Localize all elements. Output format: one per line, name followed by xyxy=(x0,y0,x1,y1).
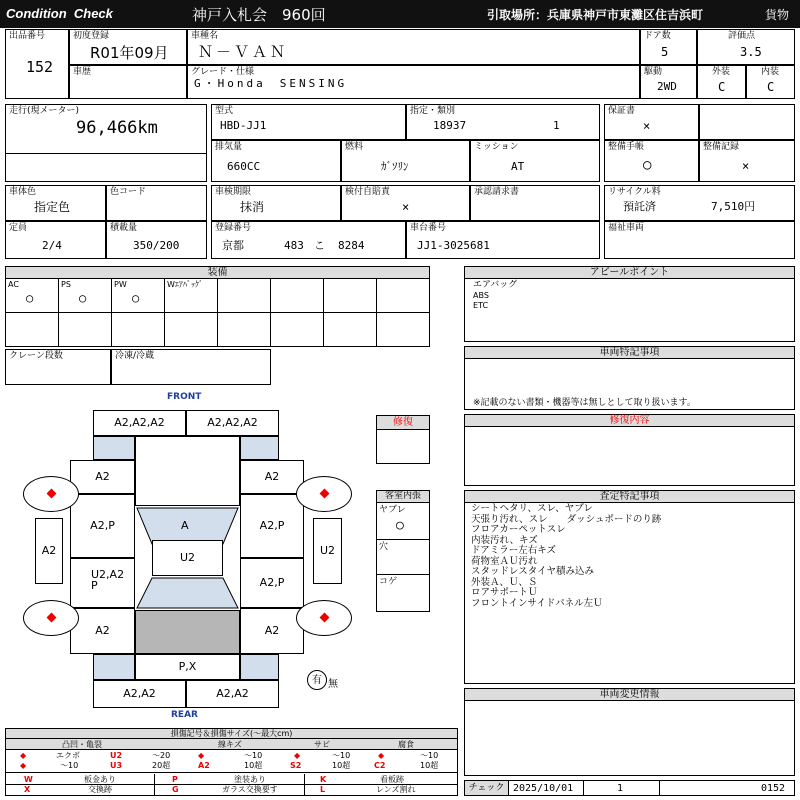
grade-value: G・Honda SENSING xyxy=(194,77,348,90)
regno-class: 483 xyxy=(284,239,304,252)
front-label: FRONT xyxy=(167,392,202,402)
spec-value: 18937 xyxy=(433,119,467,132)
inspector-notes-list xyxy=(471,504,661,609)
manual-box xyxy=(604,140,699,182)
step-right: U2 xyxy=(313,518,342,584)
doors-label: ドア数 xyxy=(644,31,671,41)
inspector-notes-title: 査定特記事項 xyxy=(465,491,794,503)
wheel-rear-left xyxy=(23,600,79,636)
legend-group-corrosion: 腐食 xyxy=(398,740,414,749)
interior-value: C xyxy=(767,80,775,94)
model-box xyxy=(211,104,406,140)
interior-title: 客室内張 xyxy=(377,491,429,503)
note-line: スタッドレスタイヤ積み込み xyxy=(471,566,595,577)
door-front-right: A2,P xyxy=(240,494,304,558)
change-info-panel xyxy=(464,688,795,776)
legend-group-dent: 凸凹・亀裂 xyxy=(62,740,102,749)
displacement-value: 660CC xyxy=(227,160,261,173)
equip-pw-label: PW xyxy=(114,280,127,289)
spare-none: 無 xyxy=(328,679,338,690)
mission-value: AT xyxy=(511,160,525,173)
legend-group-rust: サビ xyxy=(314,740,330,749)
code-k-val: 看板跡 xyxy=(380,775,404,784)
rear-corner-right xyxy=(240,654,279,680)
warranty-box xyxy=(604,104,699,140)
code-l-val: レンズ割れ xyxy=(376,785,416,794)
mission-label: ミッション xyxy=(474,142,519,152)
manual-value: ○ xyxy=(643,157,652,173)
legend-panel: 損傷記号＆損傷サイズ(〜最大cm) 凸凹・亀裂 線キズ サビ 腐食 ◆ エクボ U2 〜20 ◆ 〜10 ◆ 〜10 ◆ 〜10 ◆ 〜10 U3 20超 A2 10超 S2 10超 C2 10超 W 板金あり P 塗装あり K 看板跡 X 交換跡 G ガラス交換要す L レンズ割れ xyxy=(5,728,458,796)
appeal-title: アピールポイント xyxy=(465,267,794,279)
legend-dent-r1-c: 〜20 xyxy=(152,751,171,760)
wheel-rear-right xyxy=(296,600,352,636)
first-reg-value: R01年09月 xyxy=(90,44,169,62)
lot-box xyxy=(5,29,69,99)
chassis-label: 車台番号 xyxy=(410,223,447,233)
interior-tear-mark: ○ xyxy=(396,518,404,533)
warranty-value: × xyxy=(643,119,651,133)
welfare-box xyxy=(604,221,795,259)
appeal-line-1: エアバッグ xyxy=(473,280,518,290)
back-door: P,X xyxy=(135,654,240,680)
drive-label: 駆動 xyxy=(644,67,663,77)
record-value: × xyxy=(742,159,750,173)
door-rear-right: A2,P xyxy=(240,558,304,608)
legend-rust-r1-b: 〜10 xyxy=(332,751,351,760)
legend-title: 損傷記号＆損傷サイズ(〜最大cm) xyxy=(6,729,457,739)
rear-bumper-right: A2,A2 xyxy=(186,680,279,708)
freezer-box xyxy=(111,349,271,385)
front-bumper-right: A2,A2,A2 xyxy=(186,410,279,436)
grade-label: グレード・仕様 xyxy=(191,67,255,77)
rear-label: REAR xyxy=(171,710,198,720)
crane-label: クレーン段数 xyxy=(9,351,63,361)
code-p-key: P xyxy=(172,775,178,784)
check-bar xyxy=(464,780,795,796)
category-label: 貨物 xyxy=(765,8,790,22)
color-value: 指定色 xyxy=(34,200,71,214)
spare-yes: 有 xyxy=(312,675,322,686)
approval-box xyxy=(470,185,600,221)
front-corner-left xyxy=(93,436,135,460)
change-info-title: 車両変更情報 xyxy=(465,689,794,701)
score-box xyxy=(697,29,795,65)
legend-dent-r1-a: エクボ xyxy=(56,751,80,760)
equip-ps-label: PS xyxy=(61,280,71,289)
mileage-divider xyxy=(6,153,206,154)
welfare-label: 福祉車両 xyxy=(608,223,645,233)
code-x-key: X xyxy=(24,785,31,794)
name-value: Ｎ－ＶＡＮ xyxy=(198,43,289,61)
history-box xyxy=(69,65,187,99)
fuel-value: ｶﾞｿﾘﾝ xyxy=(381,160,409,173)
interior-box xyxy=(746,65,795,99)
legend-scratch-r1-b: 〜10 xyxy=(244,751,263,760)
legend-scratch-r2-b: 10超 xyxy=(244,761,263,770)
recycle-status: 預託済 xyxy=(623,200,656,213)
interior-hole-label: 穴 xyxy=(379,542,389,552)
fuel-label: 燃料 xyxy=(345,142,364,152)
note-line: シートヘタリ、スレ、ヤブレ xyxy=(471,503,593,514)
roof: U2 xyxy=(152,540,223,576)
freezer-label: 冷凍/冷蔵 xyxy=(115,351,155,361)
inspection-label: 車検期限 xyxy=(215,187,252,197)
lot-value: 152 xyxy=(26,58,54,76)
legend-dent-r1-b: U2 xyxy=(110,751,123,760)
fender-front-right: A2 xyxy=(240,460,304,494)
regno-area: 京都 xyxy=(222,239,244,252)
code-w-val: 板金あり xyxy=(84,775,116,784)
note-line: 内装汚れ、キズ xyxy=(471,534,538,546)
rear-corner-left xyxy=(93,654,135,680)
note-line: 外装Ａ、Ｕ、Ｓ xyxy=(471,576,538,588)
check-id: 0152 xyxy=(761,783,786,794)
regno-number: 8284 xyxy=(338,239,365,252)
appeal-line-3: ETC xyxy=(473,301,489,310)
legend-rust-r2-a: S2 xyxy=(290,761,302,770)
warranty-blank-box xyxy=(699,104,795,140)
record-box xyxy=(699,140,795,182)
check-date: 2025/10/01 xyxy=(513,783,574,794)
legend-dent-r2-b: U3 xyxy=(110,761,123,770)
check-label: チェック xyxy=(465,781,509,795)
auction-title: 神戸入札会 960回 xyxy=(192,6,326,24)
hood xyxy=(135,436,240,506)
interior-panel xyxy=(376,490,430,612)
legend-rust-r2-b: 10超 xyxy=(332,761,351,770)
displacement-label: 排気量 xyxy=(215,142,243,152)
legend-dent-r2-a: 〜10 xyxy=(60,761,79,770)
repair-panel xyxy=(464,414,795,486)
recycle-box xyxy=(604,185,795,221)
load-label: 積載量 xyxy=(110,223,138,233)
code-l-key: L xyxy=(320,785,326,794)
first-reg-box xyxy=(69,29,187,65)
front-bumper-left: A2,A2,A2 xyxy=(93,410,186,436)
lot-label: 出品番号 xyxy=(9,31,46,41)
interior-burn-label: コゲ xyxy=(379,577,398,587)
step-left: A2 xyxy=(35,518,63,584)
chassis-value: JJ1-3025681 xyxy=(417,239,490,252)
legend-scratch-r2-a: A2 xyxy=(198,761,210,770)
fuel-box xyxy=(341,140,470,182)
header-left-title: Condition Check xyxy=(6,6,113,21)
drive-value: 2WD xyxy=(657,80,677,93)
load-box xyxy=(106,221,207,259)
check-count: 1 xyxy=(617,783,624,794)
code-w-key: W xyxy=(24,775,33,784)
first-reg-label: 初度登録 xyxy=(73,31,110,41)
inspection-box xyxy=(211,185,341,221)
repair-mark-box xyxy=(376,415,430,464)
note-line: ドアミラー左右キズ xyxy=(471,545,557,556)
recycle-value: 7,510円 xyxy=(711,200,756,213)
mileage-box xyxy=(5,104,207,182)
equipment-panel xyxy=(5,266,430,347)
equip-ac-label: AC xyxy=(8,280,19,289)
mission-box xyxy=(470,140,600,182)
rear-bumper-left: A2,A2 xyxy=(93,680,186,708)
record-label: 整備記録 xyxy=(703,142,740,152)
repair-title: 修復内容 xyxy=(465,415,794,427)
exterior-box xyxy=(697,65,746,99)
equip-ps-mark: ○ xyxy=(79,291,87,305)
displacement-box xyxy=(211,140,341,182)
note-line: ロアサポートＵ xyxy=(471,587,538,598)
pickup-location: 引取場所：兵庫県神戸市東灘区住吉浜町 xyxy=(487,8,704,22)
score-value: 3.5 xyxy=(740,45,762,59)
model-value: HBD-JJ1 xyxy=(220,119,267,132)
regno-kana: こ xyxy=(314,239,325,252)
score-label: 評価点 xyxy=(728,31,756,41)
door-rear-left-mark: U2,A2 P xyxy=(91,568,125,592)
legend-corrosion-r1-b: 〜10 xyxy=(420,751,439,760)
drive-box xyxy=(640,65,697,99)
code-g-val: ガラス交換要す xyxy=(222,785,278,794)
appeal-line-2: ABS xyxy=(473,291,489,300)
recycle-label: リサイクル料 xyxy=(608,187,661,197)
legend-dent-r2-c: 20超 xyxy=(152,761,171,770)
name-label: 車種名 xyxy=(191,31,219,41)
special-notes-panel xyxy=(464,346,795,410)
capacity-label: 定員 xyxy=(9,223,28,233)
color-box xyxy=(5,185,106,221)
capacity-value: 2/4 xyxy=(42,239,62,252)
legend-corrosion-r2-a: C2 xyxy=(374,761,386,770)
door-front-left: A2,P xyxy=(70,494,135,558)
colorcode-box xyxy=(106,185,207,221)
spec-label: 指定・類別 xyxy=(410,106,456,116)
grade-box xyxy=(187,65,640,99)
quarter-rear-right: A2 xyxy=(240,608,304,654)
legend-group-scratch: 線キズ xyxy=(218,740,242,749)
code-k-key: K xyxy=(320,775,327,784)
windshield-mark: A xyxy=(181,519,189,532)
name-box xyxy=(187,29,640,65)
rear-window xyxy=(135,576,240,610)
interior-tear-label: ヤブレ xyxy=(379,505,406,515)
note-line: フロアカーペットスレ xyxy=(471,524,566,535)
door-rear-left xyxy=(70,558,135,608)
insurance-label: 検付自賠責 xyxy=(345,187,391,197)
equipment-title: 装備 xyxy=(6,267,429,279)
quarter-rear-left: A2 xyxy=(70,608,135,654)
special-notes-footer: ※記載のない書類・機器等は無しとして取り扱います。 xyxy=(473,398,696,408)
inspection-value: 抹消 xyxy=(240,200,265,214)
code-g-key: G xyxy=(172,785,179,794)
legend-corrosion-r2-b: 10超 xyxy=(420,761,439,770)
exterior-value: C xyxy=(718,80,726,94)
colorcode-label: 色コード xyxy=(110,187,147,197)
crane-box xyxy=(5,349,111,385)
note-line: 荷物室ＡＵ汚れ xyxy=(471,555,538,567)
chassis-box xyxy=(406,221,600,259)
note-line: 天張り汚れ、スレ ダッシュボードのり跡 xyxy=(471,513,662,525)
spec-box xyxy=(406,104,600,140)
note-line: フロントインサイドパネル左Ｕ xyxy=(471,597,603,609)
appeal-panel xyxy=(464,266,795,342)
repair-mark-title: 修復 xyxy=(377,416,429,430)
insurance-box xyxy=(341,185,470,221)
class-value: 1 xyxy=(553,119,560,132)
spare-tire-icon xyxy=(307,670,327,690)
regno-label: 登録番号 xyxy=(215,223,252,233)
interior-label: 内装 xyxy=(761,67,780,77)
color-label: 車体色 xyxy=(9,187,37,197)
history-label: 車歴 xyxy=(73,67,92,77)
mileage-label: 走行(現メーター) xyxy=(9,106,80,116)
wheel-front-left xyxy=(23,476,79,512)
capacity-box xyxy=(5,221,106,259)
wheel-front-right xyxy=(296,476,352,512)
regno-box xyxy=(211,221,406,259)
code-x-val: 交換跡 xyxy=(88,785,112,794)
doors-value: 5 xyxy=(661,45,669,59)
exterior-label: 外装 xyxy=(712,67,731,77)
equip-airbag-label: Wｴｱﾊﾞｯｸﾞ xyxy=(167,280,203,289)
cargo-floor xyxy=(135,610,240,654)
code-p-val: 塗装あり xyxy=(234,775,266,784)
mileage-value: 96,466km xyxy=(76,118,158,138)
warranty-label: 保証書 xyxy=(608,106,636,116)
fender-front-left: A2 xyxy=(70,460,135,494)
approval-label: 承認請求書 xyxy=(474,187,520,197)
equip-ac-mark: ○ xyxy=(26,291,34,305)
model-label: 型式 xyxy=(215,106,234,116)
load-value: 350/200 xyxy=(133,239,180,252)
inspector-notes-panel xyxy=(464,490,795,684)
front-corner-right xyxy=(240,436,279,460)
insurance-value: × xyxy=(402,200,410,214)
manual-label: 整備手帳 xyxy=(608,142,645,152)
doors-box xyxy=(640,29,697,65)
equip-pw-mark: ○ xyxy=(132,291,140,305)
special-notes-title: 車両特記事項 xyxy=(465,347,794,359)
